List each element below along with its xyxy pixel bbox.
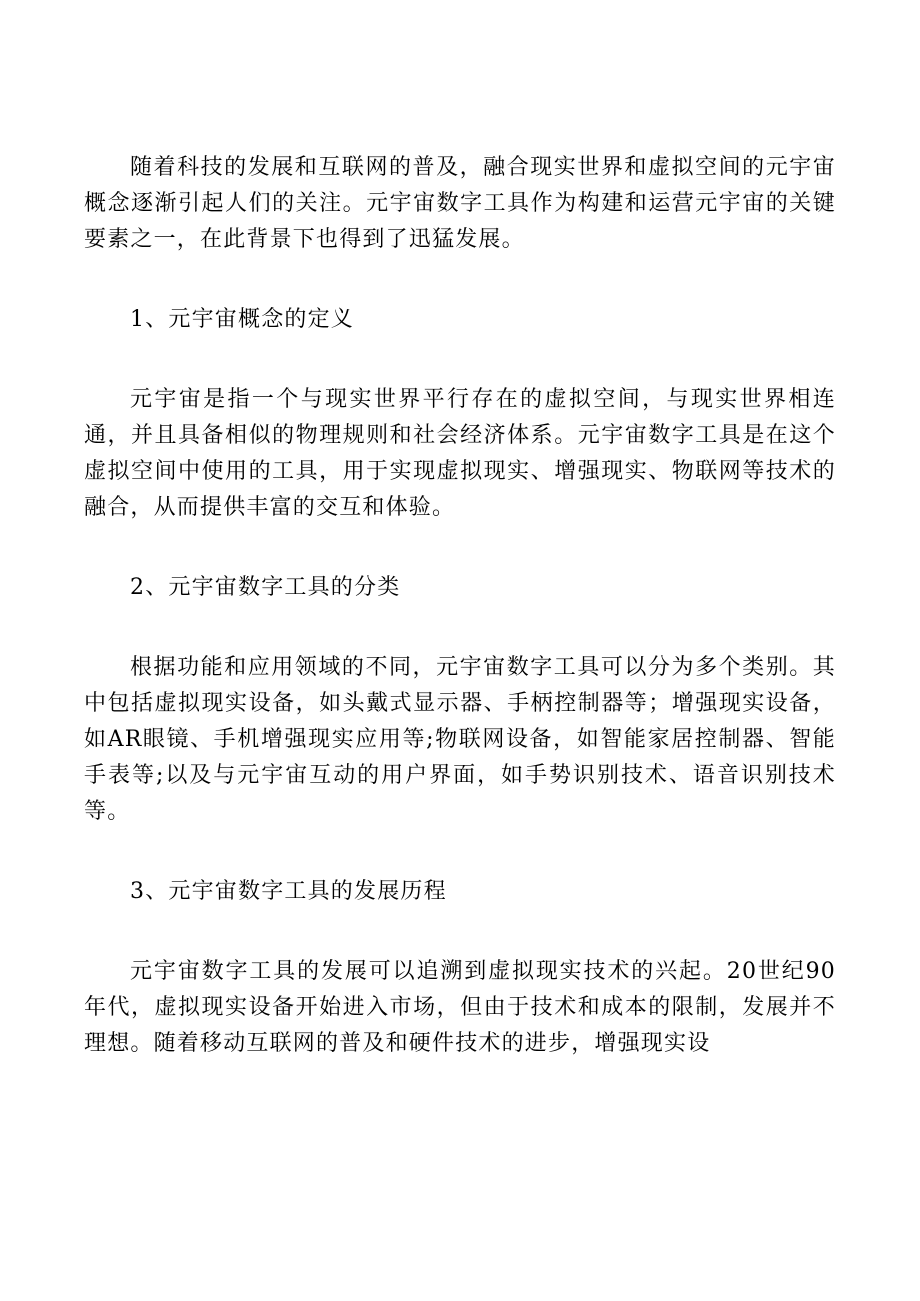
spacer [84, 526, 836, 570]
section-heading-definition: 1、元宇宙概念的定义 [130, 307, 354, 332]
section-heading-classification: 2、元宇宙数字工具的分类 [130, 575, 401, 600]
section-body-definition: 元宇宙是指一个与现实世界平行存在的虚拟空间，与现实世界相连通，并且具备相似的物理规则和社会经济体系。元宇宙数字工具是在这个虚拟空间中使用的工具，用于实现虚拟现实、增强现实、物联网等技术的融合，从而提供丰富的交互和体验。 [84, 387, 836, 520]
spacer [84, 338, 836, 382]
document-page [84, 150, 836, 1062]
section-heading-history: 3、元宇宙数字工具的发展历程 [130, 879, 447, 904]
spacer [84, 258, 836, 302]
spacer [84, 606, 836, 650]
spacer [84, 910, 836, 954]
section-body-classification: 根据功能和应用领域的不同，元宇宙数字工具可以分为多个类别。其中包括虚拟现实设备，如头戴式显示器、手柄控制器等；增强现实设备，如AR眼镜、手机增强现实应用等;物联网设备，如智能家居控制器、智能手表等;以及与元宇宙互动的用户界面，如手势识别技术、语音识别技术等。 [84, 655, 836, 824]
section-body-history: 元宇宙数字工具的发展可以追溯到虚拟现实技术的兴起。20世纪90年代，虚拟现实设备开始进入市场，但由于技术和成本的限制，发展并不理想。随着移动互联网的普及和硬件技术的进步，增强现实设 [84, 959, 836, 1056]
intro-paragraph: 随着科技的发展和互联网的普及，融合现实世界和虚拟空间的元宇宙概念逐渐引起人们的关注。元宇宙数字工具作为构建和运营元宇宙的关键要素之一，在此背景下也得到了迅猛发展。 [84, 155, 836, 252]
spacer [84, 830, 836, 874]
